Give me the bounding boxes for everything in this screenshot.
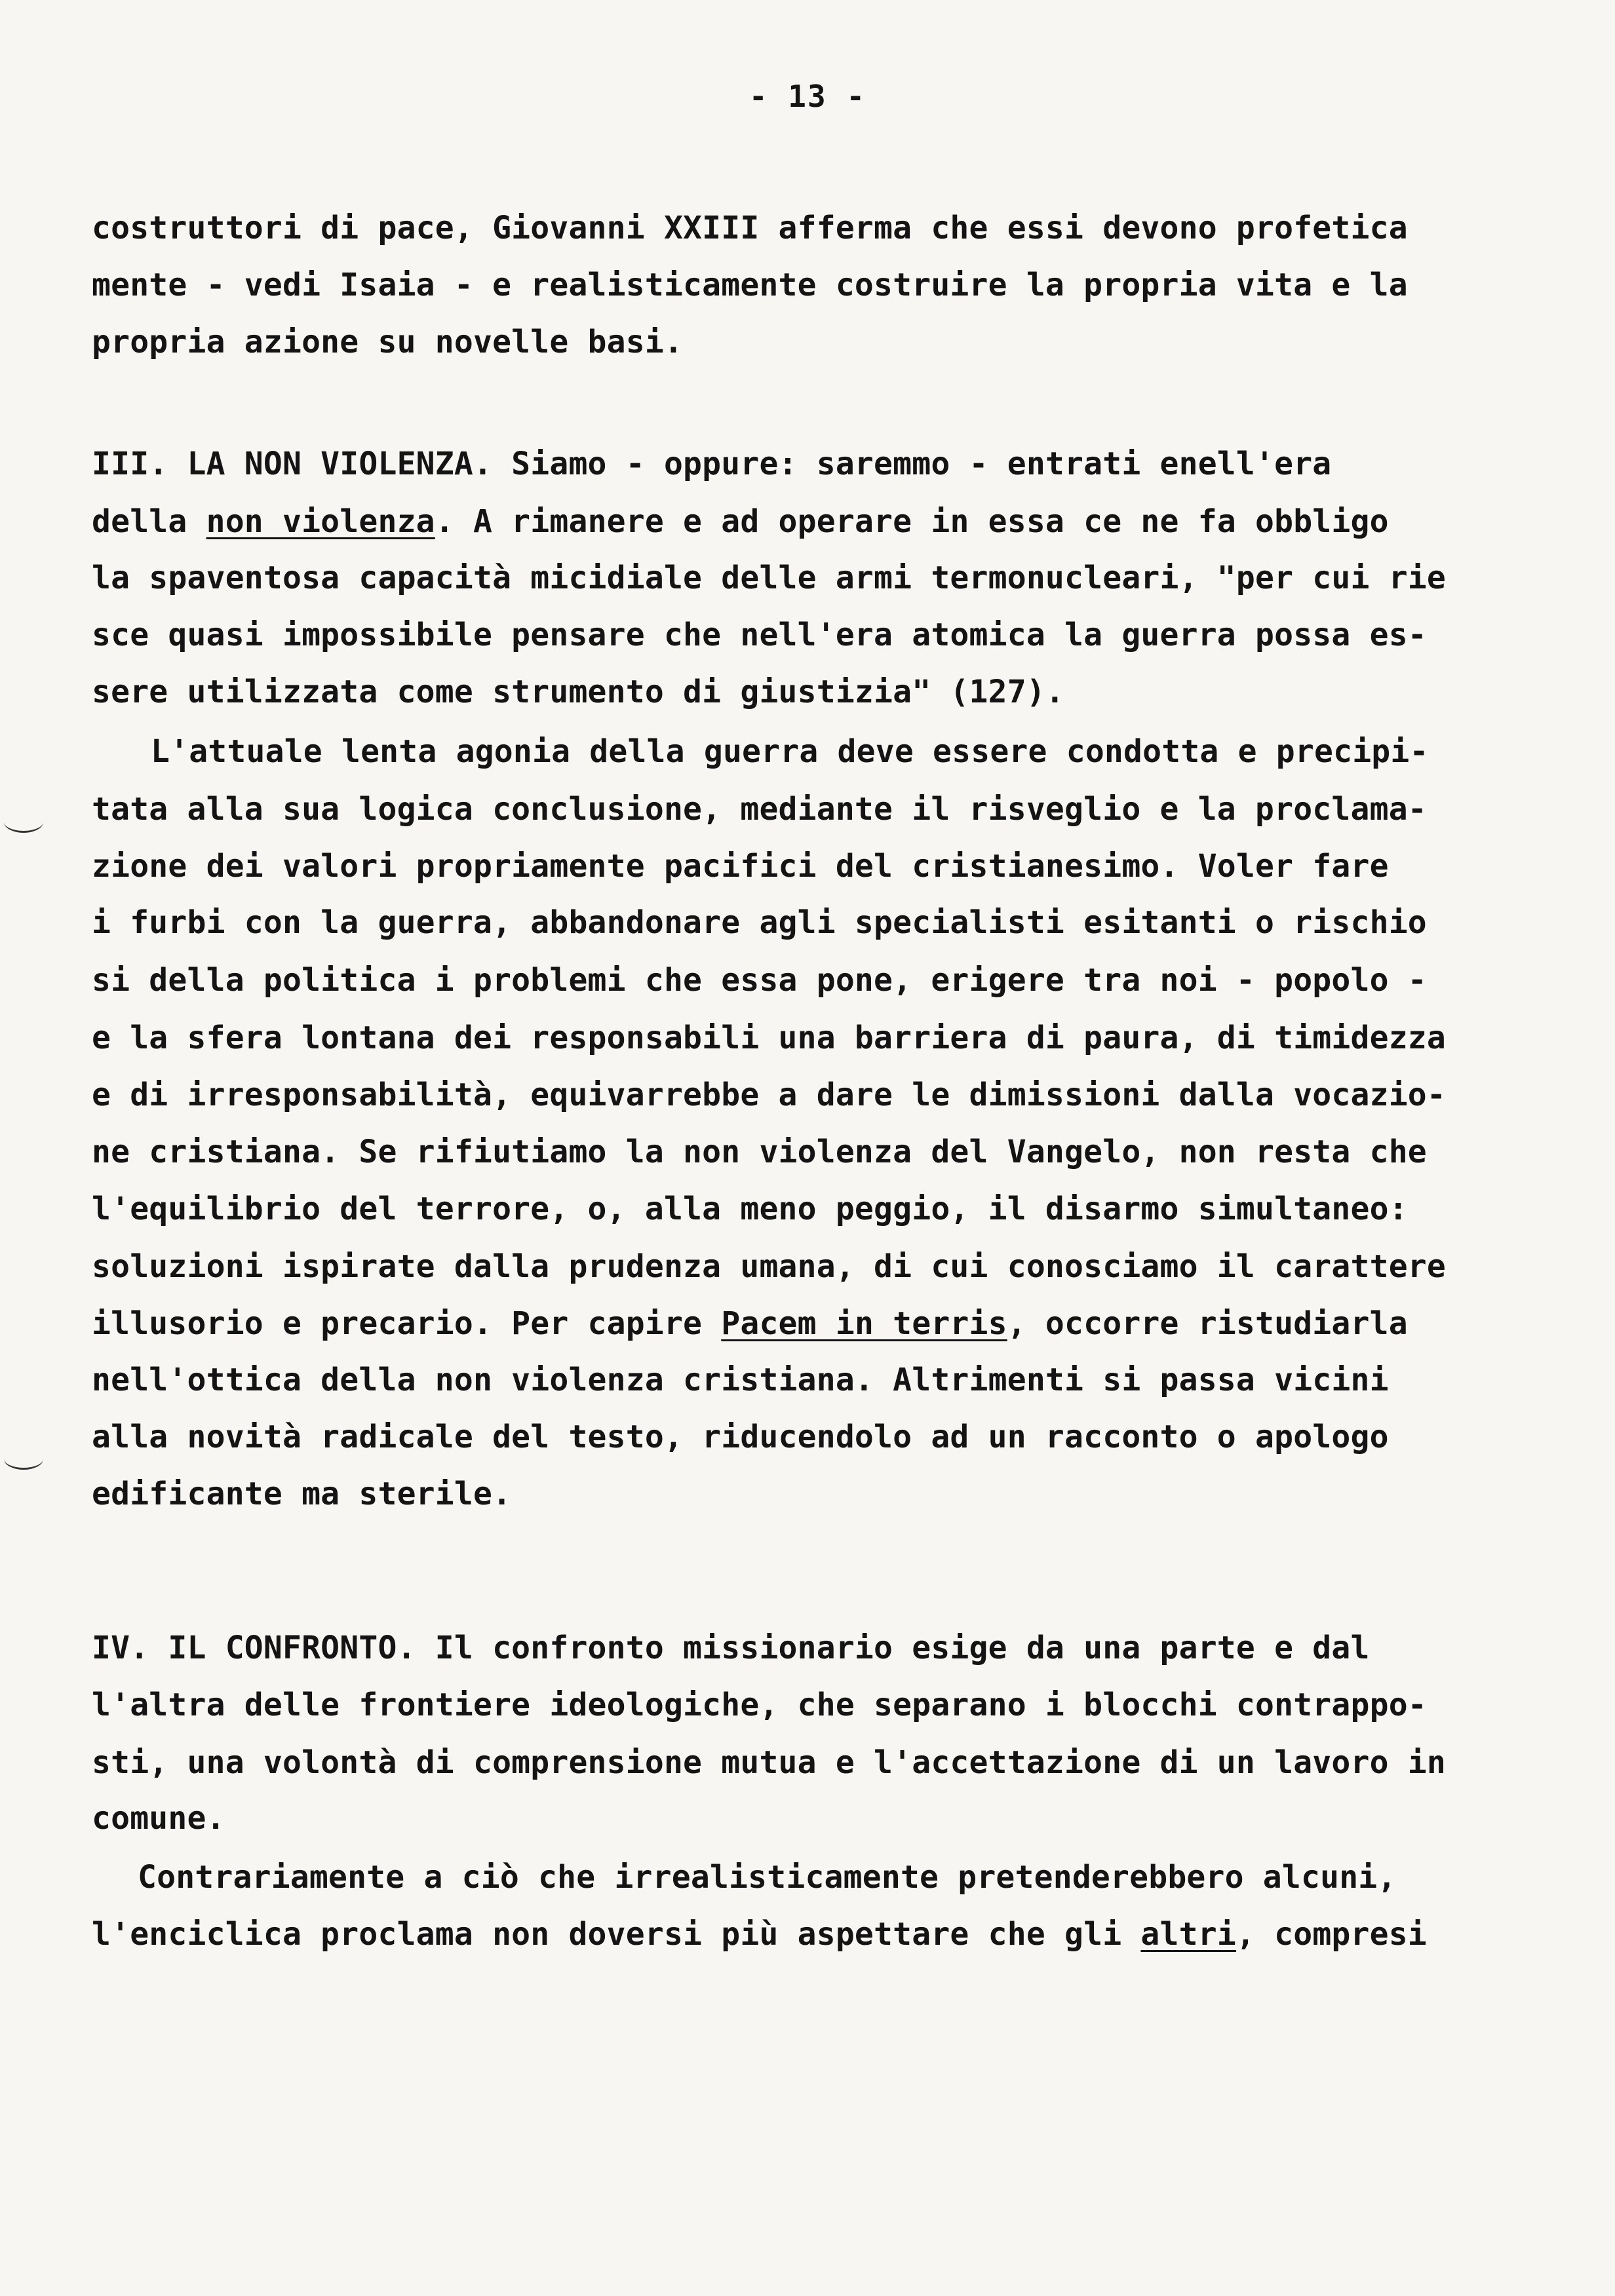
margin-mark xyxy=(4,811,43,833)
underlined-text: non violenza xyxy=(206,503,435,540)
text-line xyxy=(92,1915,1427,1954)
text-segment: si della politica i problemi che essa pone, erigere tra noi - popolo - xyxy=(92,962,1427,999)
text-line xyxy=(92,265,1408,305)
text-line xyxy=(92,847,1389,886)
text-segment: la spaventosa capacità micidiale delle armi termonucleari, "per cui rie xyxy=(92,560,1446,596)
text-segment: della xyxy=(92,503,206,540)
text-segment: e di irresponsabilità, equivarrebbe a dare le dimissioni dalla vocazio- xyxy=(92,1077,1446,1113)
text-segment: e la sfera lontana dei responsabili una barriera di paura, di timidezza xyxy=(92,1020,1446,1056)
text-line xyxy=(92,1474,511,1514)
text-line xyxy=(92,1132,1427,1172)
text-segment: . A rimanere e ad operare in essa ce ne fa obbligo xyxy=(435,503,1389,540)
text-segment: ne cristiana. Se rifiutiamo la non violenza del Vangelo, non resta che xyxy=(92,1134,1427,1170)
text-line xyxy=(151,732,1429,771)
text-line xyxy=(92,208,1408,248)
page-number: - 13 - xyxy=(749,79,866,114)
text-line xyxy=(92,1018,1446,1058)
text-line xyxy=(92,1360,1389,1400)
text-line xyxy=(92,558,1446,598)
underlined-text: altri xyxy=(1140,1916,1236,1953)
text-line xyxy=(92,903,1427,942)
text-segment: l'altra delle frontiere ideologiche, che separano i blocchi contrappo- xyxy=(92,1687,1427,1723)
text-line xyxy=(92,1189,1408,1229)
text-segment: propria azione su novelle basi. xyxy=(92,324,684,360)
underlined-text: Pacem in terris xyxy=(721,1305,1007,1342)
text-line xyxy=(92,615,1427,655)
text-segment: costruttori di pace, Giovanni XXIII afferma che essi devono profetica xyxy=(92,210,1408,246)
text-line xyxy=(138,1858,1397,1897)
text-line xyxy=(92,1799,225,1838)
text-segment: i furbi con la guerra, abbandonare agli specialisti esitanti o rischio xyxy=(92,904,1427,941)
text-segment: mente - vedi Isaia - e realisticamente costruire la propria vita e la xyxy=(92,267,1408,303)
text-line xyxy=(92,790,1427,829)
text-line xyxy=(92,322,683,362)
text-line xyxy=(92,1075,1446,1115)
text-line xyxy=(92,1417,1389,1457)
text-line xyxy=(92,961,1427,1000)
text-segment: alla novità radicale del testo, riducendolo ad un racconto o apologo xyxy=(92,1419,1389,1455)
text-segment: III. LA NON VIOLENZA. Siamo - oppure: saremmo - entrati enell'era xyxy=(92,446,1332,482)
text-segment: l'equilibrio del terrore, o, alla meno peggio, il disarmo simultaneo: xyxy=(92,1191,1408,1227)
text-line xyxy=(92,444,1331,484)
text-line xyxy=(92,1628,1370,1668)
text-segment: , compresi xyxy=(1236,1916,1427,1953)
text-segment: sce quasi impossibile pensare che nell'era atomica la guerra possa es- xyxy=(92,617,1427,653)
text-segment: L'attuale lenta agonia della guerra deve essere condotta e precipi- xyxy=(151,733,1429,770)
margin-mark xyxy=(4,1448,43,1470)
text-segment: sti, una volontà di comprensione mutua e l'accettazione di un lavoro in xyxy=(92,1744,1446,1781)
text-segment: edificante ma sterile. xyxy=(92,1476,512,1512)
text-segment: IV. IL CONFRONTO. Il confronto missionario esige da una parte e dal xyxy=(92,1630,1370,1666)
text-segment: , occorre ristudiarla xyxy=(1007,1305,1408,1342)
text-segment: illusorio e precario. Per capire xyxy=(92,1305,722,1342)
text-segment: nell'ottica della non violenza cristiana. Altrimenti si passa vicini xyxy=(92,1362,1389,1398)
text-line xyxy=(92,1685,1427,1725)
text-segment: Contrariamente a ciò che irrealisticamente pretenderebbero alcuni, xyxy=(138,1859,1397,1896)
text-segment: tata alla sua logica conclusione, mediante il risveglio e la proclama- xyxy=(92,791,1427,828)
text-segment: l'enciclica proclama non doversi più aspettare che gli xyxy=(92,1916,1141,1953)
text-segment: zione dei valori propriamente pacifici del cristianesimo. Voler fare xyxy=(92,848,1389,885)
text-line xyxy=(92,672,1064,712)
text-segment: comune. xyxy=(92,1800,225,1837)
text-line xyxy=(92,1304,1408,1343)
text-line xyxy=(92,1247,1446,1286)
text-segment: soluzioni ispirate dalla prudenza umana, di cui conosciamo il carattere xyxy=(92,1248,1446,1285)
text-segment: sere utilizzata come strumento di giustizia" (127). xyxy=(92,674,1065,710)
text-line xyxy=(92,1743,1446,1782)
text-line xyxy=(92,502,1389,541)
